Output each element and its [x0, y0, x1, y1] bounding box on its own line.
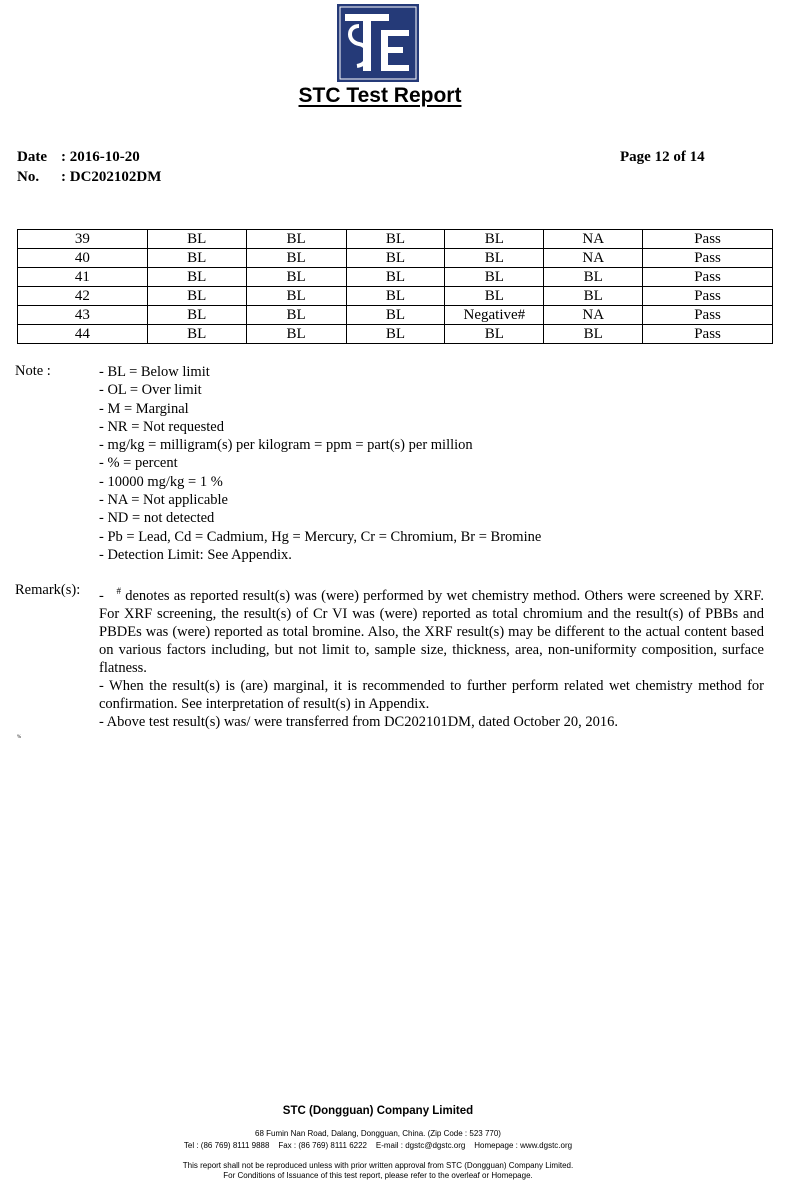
table-cell: 41 [18, 268, 148, 287]
page-number: Page 12 of 14 [620, 149, 705, 165]
tiny-mark: % [17, 735, 22, 740]
note-item: - M = Marginal [99, 400, 189, 417]
table-cell: 43 [18, 306, 148, 325]
footer-company: STC (Dongguan) Company Limited [282, 1105, 474, 1117]
remark-item: - Above test result(s) was/ were transferred from DC202101DM, dated October 20, 2016. [99, 714, 619, 731]
report-number-line [17, 169, 161, 186]
table-cell: BL [147, 230, 246, 249]
table-cell: Pass [643, 230, 773, 249]
footer-address: 68 Fumin Nan Road, Dalang, Dongguan, China. (Zip Code : 523 770) [255, 1129, 501, 1138]
date-value: : 2016-10-20 [61, 149, 140, 165]
table-row [18, 287, 773, 306]
table-cell: BL [246, 287, 346, 306]
note-item: - OL = Over limit [99, 382, 202, 399]
table-row [18, 230, 773, 249]
notes-list [99, 363, 541, 564]
note-item: - ND = not detected [99, 510, 215, 527]
footer-disclaimer: For Conditions of Issuance of this test report, please refer to the overleaf or Homepage. [223, 1171, 533, 1180]
report-number-value: : DC202102DM [61, 169, 162, 185]
report-number-label: No. [17, 169, 40, 185]
table-cell: BL [346, 306, 445, 325]
table-row [18, 268, 773, 287]
remark-label: Remark(s): [15, 582, 81, 598]
table-cell: Negative# [445, 306, 544, 325]
table-cell: BL [346, 268, 445, 287]
footer-disclaimer: This report shall not be reproduced unless with prior written approval from STC (Dongguan) Company Limited. [182, 1161, 574, 1170]
table-cell: BL [147, 306, 246, 325]
table-cell: BL [445, 230, 544, 249]
table-cell: Pass [643, 325, 773, 344]
table-cell: 42 [18, 287, 148, 306]
table-cell: Pass [643, 268, 773, 287]
table-cell: BL [246, 268, 346, 287]
table-cell: BL [346, 249, 445, 268]
note-item: - % = percent [99, 455, 178, 472]
note-item: - BL = Below limit [99, 364, 210, 380]
note-label: Note : [15, 363, 51, 379]
table-cell: NA [544, 306, 643, 325]
table-cell: BL [544, 268, 643, 287]
table-cell: BL [246, 325, 346, 344]
hash-superscript: # [116, 586, 122, 596]
note-item: - Detection Limit: See Appendix. [99, 546, 292, 563]
table-cell: BL [147, 268, 246, 287]
results-table [17, 229, 773, 344]
table-cell: BL [246, 306, 346, 325]
table-cell: Pass [643, 249, 773, 268]
table-cell: BL [445, 325, 544, 344]
note-item: - mg/kg = milligram(s) per kilogram = ppm = part(s) per million [99, 437, 473, 454]
table-cell: BL [346, 287, 445, 306]
table-cell: 44 [18, 325, 148, 344]
remark-item: - When the result(s) is (are) marginal, it is recommended to further perform related wet chemistry method for confirmation. See interpretation of result(s) in Appendix. [99, 678, 764, 713]
date-line [17, 149, 140, 166]
table-row [18, 325, 773, 344]
table-cell: Pass [643, 287, 773, 306]
table-cell: Pass [643, 306, 773, 325]
table-cell: BL [346, 325, 445, 344]
remark-item [99, 582, 764, 677]
note-item: - NA = Not applicable [99, 492, 228, 509]
table-cell: BL [445, 287, 544, 306]
table-cell: BL [246, 249, 346, 268]
note-item: - Pb = Lead, Cd = Cadmium, Hg = Mercury, Cr = Chromium, Br = Bromine [99, 528, 542, 545]
table-cell: BL [147, 249, 246, 268]
table-cell: 39 [18, 230, 148, 249]
table-cell: BL [544, 287, 643, 306]
table-cell: BL [346, 230, 445, 249]
table-cell: BL [544, 325, 643, 344]
table-cell: BL [246, 230, 346, 249]
remark-dash: - [99, 587, 104, 604]
table-cell: NA [544, 230, 643, 249]
table-cell: BL [445, 268, 544, 287]
report-title: STC Test Report [298, 84, 462, 107]
table-cell: 40 [18, 249, 148, 268]
table-cell: BL [147, 325, 246, 344]
note-item: - NR = Not requested [99, 418, 224, 435]
note-item: - 10000 mg/kg = 1 % [99, 473, 223, 490]
remark-text: denotes as reported result(s) was (were) performed by wet chemistry method. Others were screened by XRF. For XRF screening, the result(s) of Cr VI was (were) reported as total chromium and the result(s) of PBBs and PBDEs was (were) reported as total bromine. Also, the XRF result(s) may be different to the actual content based on various factors including, but not limit to, sample size, thickness, area, non-uniformity composition, surface flatness. [99, 587, 764, 677]
table-cell: BL [147, 287, 246, 306]
table-cell: BL [445, 249, 544, 268]
footer-contact: Tel : (86 769) 8111 9888 Fax : (86 769) 8111 6222 E-mail : dgstc@dgstc.org Homepage : www.dgstc.org [183, 1141, 573, 1150]
remarks-block [99, 582, 764, 732]
table-row [18, 306, 773, 325]
stc-logo [337, 4, 419, 82]
date-label: Date [17, 149, 47, 165]
table-row [18, 249, 773, 268]
table-cell: NA [544, 249, 643, 268]
